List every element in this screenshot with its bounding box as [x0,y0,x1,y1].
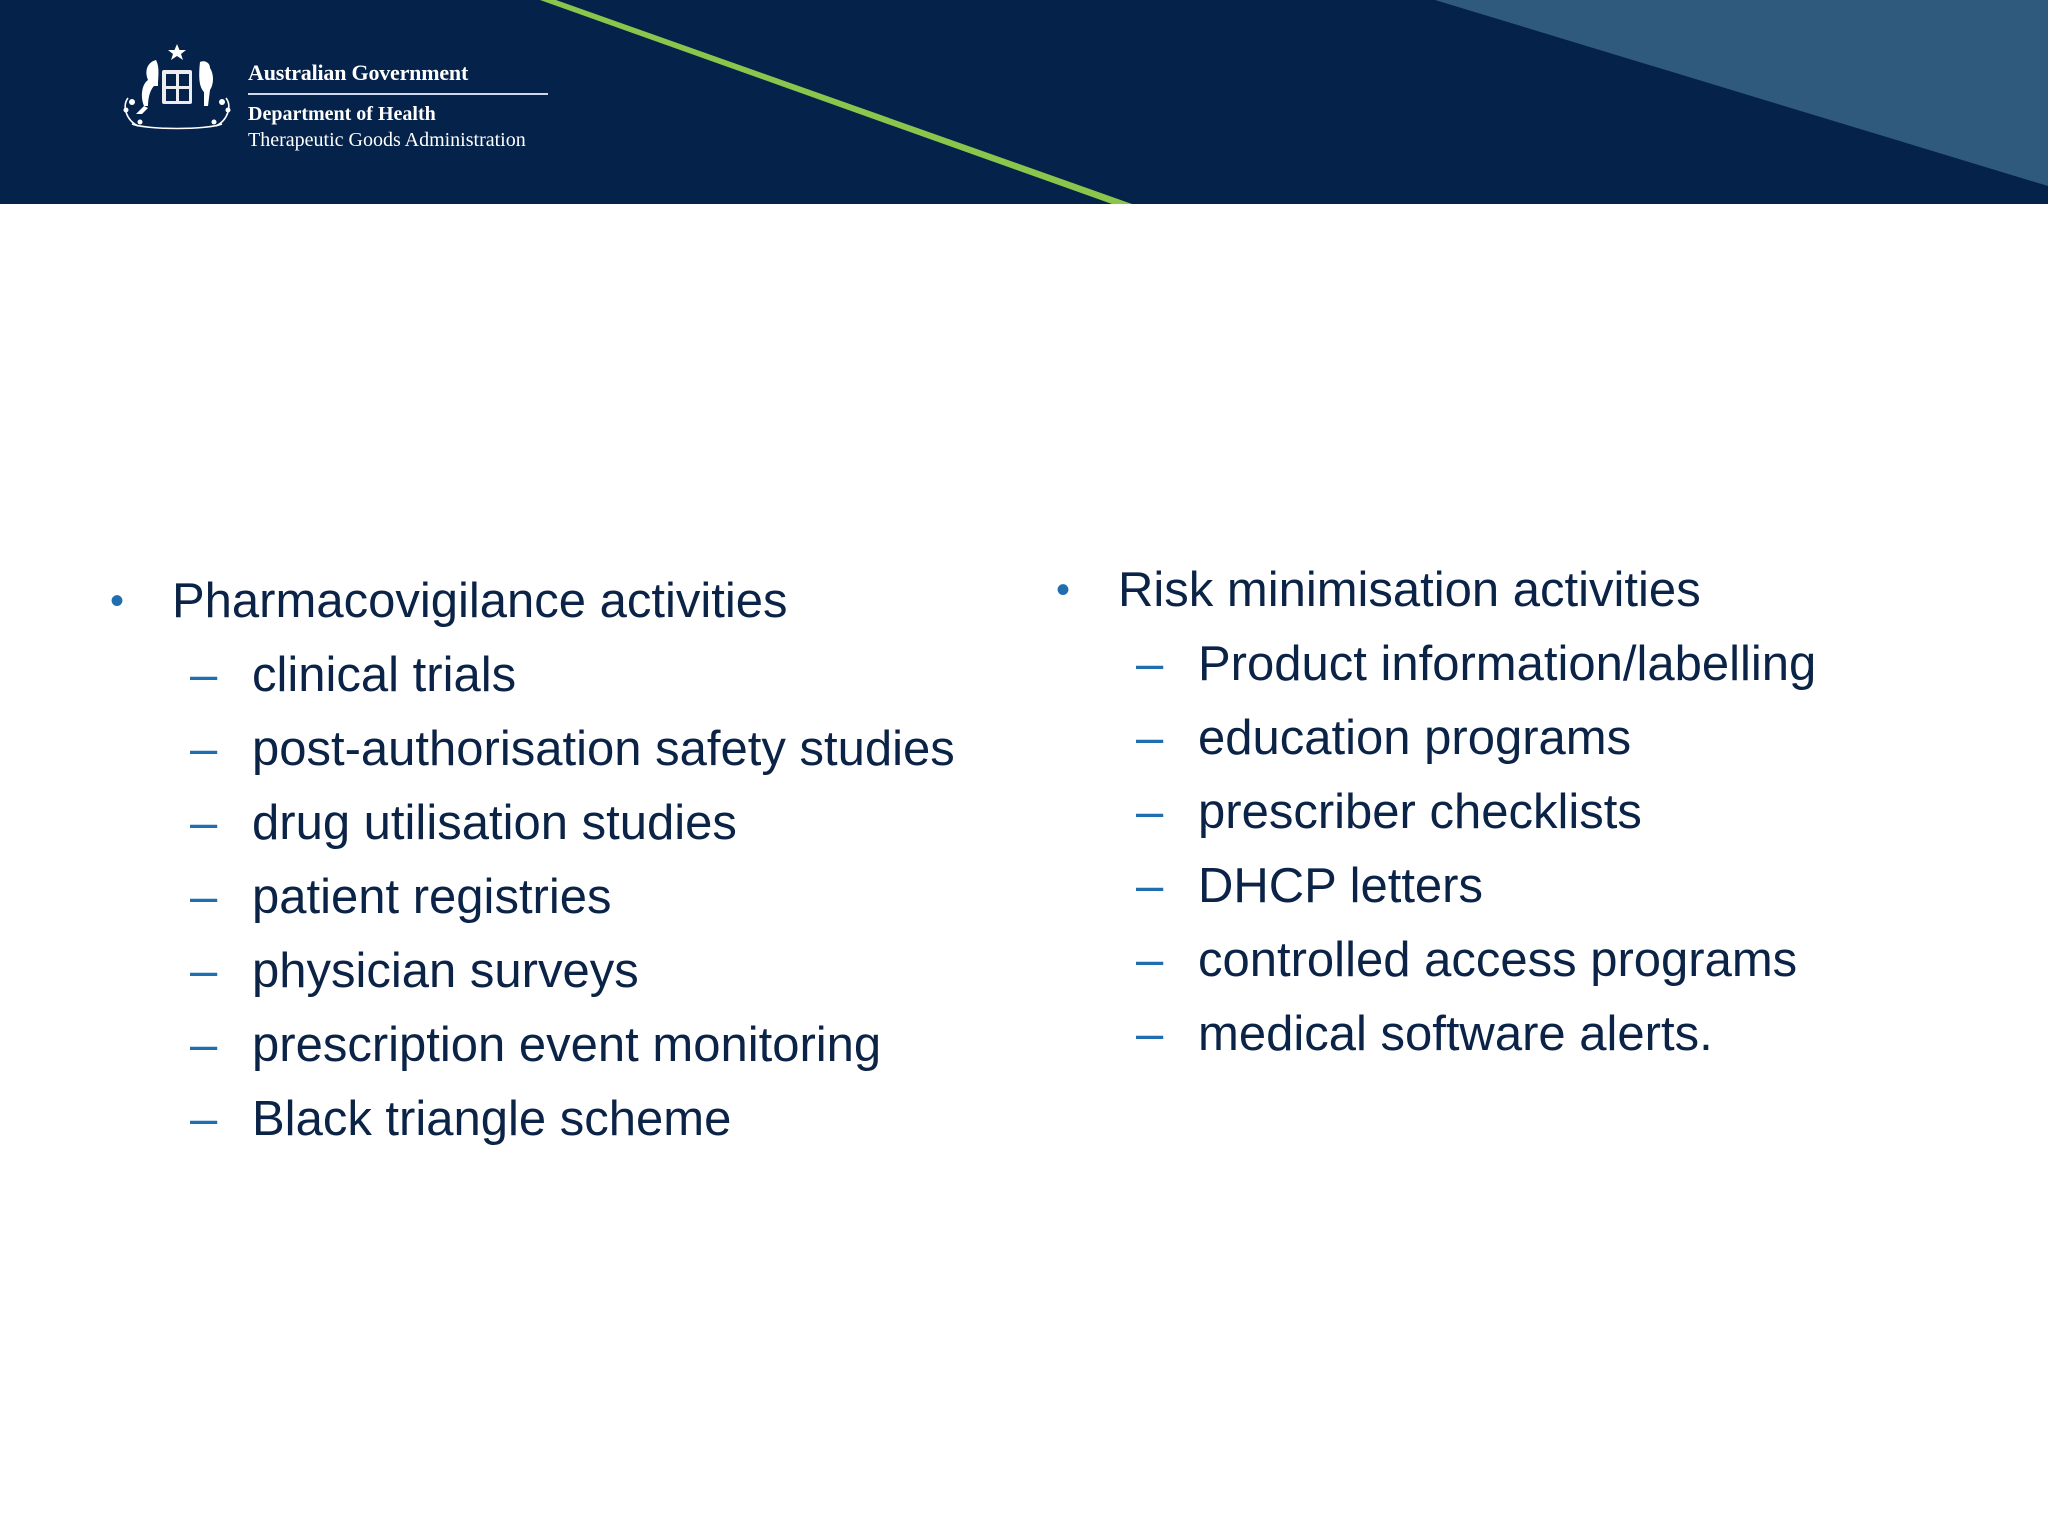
dash-marker: – [190,944,218,998]
dash-marker: – [190,796,218,850]
list-item-text: clinical trials [252,648,517,702]
list-item-text: controlled access programs [1198,933,1798,987]
dash-marker: – [1136,785,1164,839]
dash-marker: – [190,1092,218,1146]
dash-marker: – [190,870,218,924]
list-item-text: Black triangle scheme [252,1092,732,1146]
dash-marker: – [190,722,218,776]
bullet-dot: • [1056,568,1071,612]
list-item-text: medical software alerts. [1198,1007,1713,1061]
government-name: Australian Government [248,60,469,85]
risk-minimisation-heading: Risk minimisation activities [1118,563,1701,617]
list-item-text: education programs [1198,711,1632,765]
list-item-text: patient registries [252,870,612,924]
department-name: Department of Health [248,102,436,125]
list-item-text: prescription event monitoring [252,1018,882,1072]
dash-marker: – [1136,637,1164,691]
government-logo [118,40,558,165]
list-item-text: Product information/labelling [1198,637,1817,691]
bullet-dot: • [110,579,125,623]
dash-marker: – [1136,933,1164,987]
dash-marker: – [190,648,218,702]
header-banner [0,0,2048,204]
list-item-text: physician surveys [252,944,639,998]
dash-marker: – [1136,1007,1164,1061]
logo-divider [248,93,548,95]
list-item-text: prescriber checklists [1198,785,1642,839]
dash-marker: – [1136,711,1164,765]
list-item-text: DHCP letters [1198,859,1484,913]
list-item-text: post-authorisation safety studies [252,722,955,776]
agency-name: Therapeutic Goods Administration [248,128,526,151]
dash-marker: – [190,1018,218,1072]
list-item-text: drug utilisation studies [252,796,737,850]
pharmacovigilance-heading: Pharmacovigilance activities [172,574,788,628]
government-wordmark [248,62,548,150]
dash-marker: – [1136,859,1164,913]
coat-of-arms-icon [118,40,236,135]
